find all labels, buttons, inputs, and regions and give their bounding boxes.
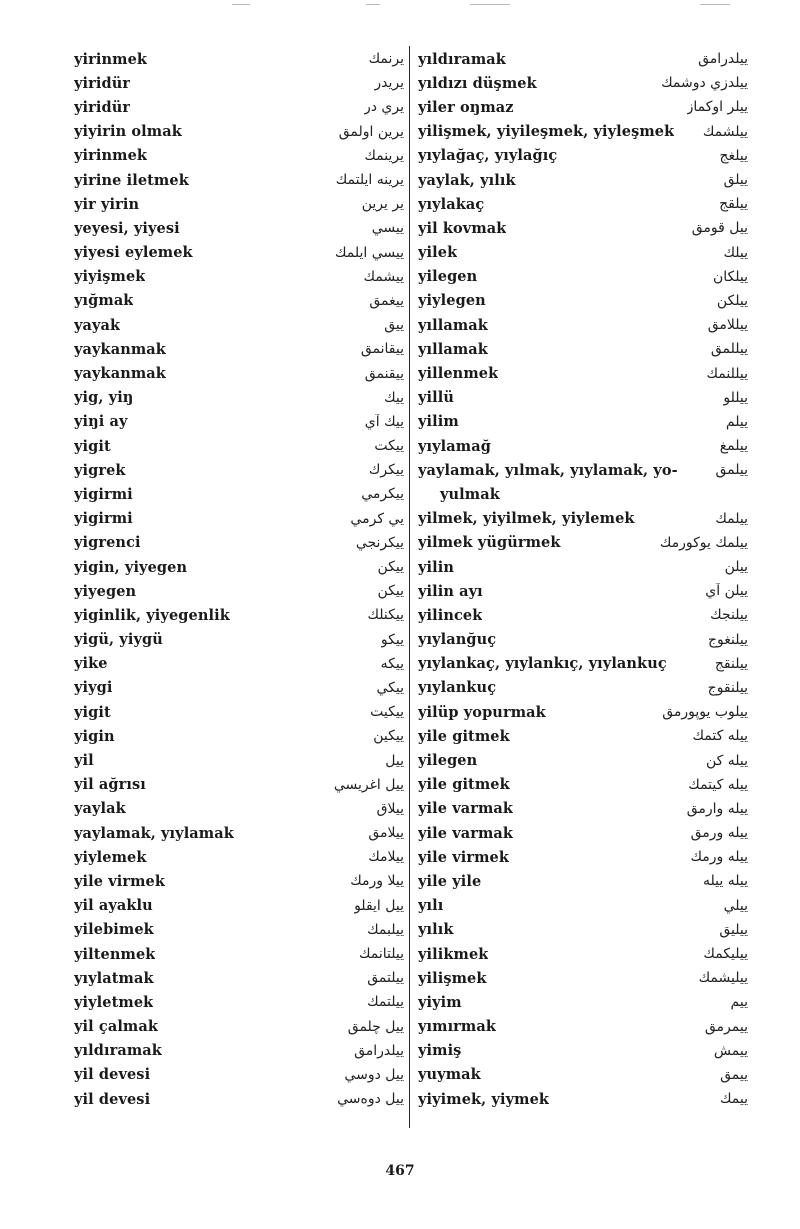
entry-arabic: ييلن آي [705, 583, 748, 600]
entry-latin: yirinmek [74, 50, 148, 68]
entry-arabic: ييمرمق [704, 1018, 748, 1035]
entry-arabic: ييلشمك [702, 123, 748, 140]
entry-latin: yayak [74, 316, 121, 334]
dictionary-entry [418, 894, 748, 918]
entry-arabic: ييليشمك [698, 970, 748, 987]
entry-latin: yilişmek [418, 969, 487, 987]
entry-latin: yıylankaç, yıylankıç, yıylankuç [418, 655, 667, 673]
dictionary-entry [74, 942, 404, 966]
dictionary-entry [418, 168, 748, 192]
scan-artifact [232, 4, 250, 5]
entry-latin: yilegen [418, 268, 478, 286]
entry-latin: yiyletmek [74, 993, 154, 1011]
entry-latin: yiyesi eylemek [74, 244, 193, 262]
dictionary-entry [74, 120, 404, 144]
entry-arabic: ييلي [723, 897, 748, 914]
entry-latin: yaylak [74, 800, 126, 818]
dictionary-entry [418, 652, 748, 676]
dictionary-entry [74, 869, 404, 893]
entry-latin: yile virmek [418, 848, 510, 866]
entry-arabic: ييلن [724, 559, 748, 576]
entry-arabic: ييكيت [370, 704, 404, 721]
entry-arabic: ييكرك [368, 462, 404, 479]
dictionary-entry [74, 289, 404, 313]
entry-latin: yigin [74, 727, 115, 745]
entry-latin: yıldıramak [74, 1042, 162, 1060]
entry-latin: yigirmi [74, 485, 133, 503]
entry-latin: yile yile [418, 872, 482, 890]
entry-latin: yillenmek [418, 365, 499, 383]
dictionary-entry [74, 748, 404, 772]
right-column [418, 47, 748, 1111]
entry-latin: yilebimek [74, 921, 154, 939]
dictionary-entry [418, 700, 748, 724]
entry-latin: yaylamak, yıylamak [74, 824, 234, 842]
entry-latin: yil [74, 752, 94, 770]
entry-arabic: ييكو [380, 631, 404, 648]
dictionary-entry [418, 289, 748, 313]
dictionary-entry [74, 1063, 404, 1087]
entry-arabic: ييلامق [368, 825, 404, 842]
entry-latin: yile varmak [418, 800, 514, 818]
entry-arabic: ييلبمك [367, 921, 404, 938]
dictionary-entry [74, 1039, 404, 1063]
dictionary-entry [418, 361, 748, 385]
entry-arabic: ييلتانمك [358, 946, 404, 963]
entry-arabic: ييمك [719, 1091, 748, 1108]
entry-arabic: ييكين [373, 728, 404, 745]
entry-arabic: ييسي [371, 220, 404, 237]
entry-arabic: ييله كيتمك [688, 776, 748, 793]
dictionary-entry [74, 773, 404, 797]
entry-latin: yirine iletmek [74, 171, 189, 189]
entry-latin: yıldızı düşmek [418, 74, 537, 92]
dictionary-entry [74, 95, 404, 119]
entry-arabic: ييلمك [715, 510, 748, 527]
entry-arabic: ييلمق [715, 462, 748, 479]
entry-arabic: ييل اغريسي [333, 776, 404, 793]
entry-arabic: ييله ييله [703, 873, 748, 890]
dictionary-entry [74, 410, 404, 434]
dictionary-entry [74, 555, 404, 579]
entry-latin: yaykanmak [74, 340, 166, 358]
dictionary-entry [418, 579, 748, 603]
entry-arabic: ييكه [380, 655, 404, 672]
dictionary-entry [74, 579, 404, 603]
dictionary-entry [418, 386, 748, 410]
dictionary-entry [74, 894, 404, 918]
dictionary-entry [418, 845, 748, 869]
entry-latin: yigrenci [74, 534, 141, 552]
entry-arabic: ييله كن [705, 752, 748, 769]
dictionary-entry [74, 458, 404, 482]
entry-latin: yil çalmak [74, 1018, 159, 1036]
entry-arabic: ييلوب يوپورمق [662, 704, 748, 721]
entry-arabic: يرينمك [364, 147, 404, 164]
dictionary-entry [74, 603, 404, 627]
entry-latin: yığmak [74, 292, 134, 310]
entry-latin: yile gitmek [418, 727, 510, 745]
entry-latin: yaylamak, yılmak, yıylamak, yo- [418, 461, 678, 479]
entry-arabic: ييكنلك [367, 607, 404, 624]
dictionary-entry [418, 95, 748, 119]
entry-latin: yilim [418, 413, 459, 431]
entry-latin: yiŋi ay [74, 413, 128, 431]
entry-latin: yıylanğuç [418, 631, 497, 649]
dictionary-entry [418, 71, 748, 95]
entry-latin: yilişmek, yiyileşmek, yiyleşmek [418, 123, 675, 141]
dictionary-entry [418, 337, 748, 361]
dictionary-entry [74, 966, 404, 990]
entry-arabic: ييقنمق [364, 365, 404, 382]
entry-arabic: ييلمك يوكورمك [659, 534, 748, 551]
dictionary-entry [74, 797, 404, 821]
entry-arabic: ييلنجك [710, 607, 748, 624]
dictionary-entry [418, 313, 748, 337]
dictionary-entry [74, 47, 404, 71]
entry-arabic: ييلنقج [714, 655, 748, 672]
dictionary-entry [74, 1015, 404, 1039]
entry-latin: yuymak [418, 1066, 481, 1084]
entry-arabic: يرين اولمق [338, 123, 404, 140]
entry-latin: yilin [418, 558, 454, 576]
dictionary-entry [418, 144, 748, 168]
entry-latin: yil devesi [74, 1090, 151, 1108]
entry-latin: yiginlik, yiyegenlik [74, 606, 230, 624]
entry-latin: yaykanmak [74, 365, 166, 383]
entry-arabic: ييلدرامق [354, 1042, 404, 1059]
entry-arabic: ييغمق [369, 292, 404, 309]
dictionary-entry [418, 966, 748, 990]
entry-arabic: ييك آي [364, 413, 404, 430]
entry-latin: yirinmek [74, 147, 148, 165]
dictionary-entry [418, 724, 748, 748]
column-divider [409, 46, 410, 1128]
entry-arabic: ييلق [723, 172, 748, 189]
entry-arabic: ييكت [374, 438, 404, 455]
entry-latin: yilmek yügürmek [418, 534, 561, 552]
entry-latin: yilegen [418, 752, 478, 770]
entry-latin: yıylakaç [418, 195, 485, 213]
entry-latin: yiyegen [74, 582, 137, 600]
entry-latin: yıylatmak [74, 969, 154, 987]
entry-arabic: يريدر [374, 75, 404, 92]
dictionary-entry [418, 869, 748, 893]
scan-artifact [366, 4, 380, 5]
entry-latin: yiltenmek [74, 945, 156, 963]
dictionary-entry [418, 192, 748, 216]
entry-arabic: ييليكمك [703, 946, 748, 963]
entry-latin: yigü, yiygü [74, 631, 163, 649]
entry-arabic: ييسي ايلمك [334, 244, 404, 261]
entry-arabic: يرنمك [368, 51, 404, 68]
entry-latin: yiylemek [74, 848, 147, 866]
entry-latin: yir yirin [74, 195, 140, 213]
entry-arabic: ييلنقوج [707, 679, 748, 696]
entry-latin: yıylağaç, yıylağıç [418, 147, 558, 165]
entry-latin: yıllamak [418, 316, 488, 334]
entry-arabic: ييله كتمك [692, 728, 748, 745]
entry-arabic: ييقانمق [360, 341, 404, 358]
entry-arabic: ييكن [377, 559, 404, 576]
dictionary-entry [418, 603, 748, 627]
entry-arabic: ييللنمك [706, 365, 748, 382]
dictionary-entry [418, 1063, 748, 1087]
entry-latin: yil ayaklu [74, 897, 153, 915]
entry-arabic: ييل چلمق [347, 1018, 404, 1035]
dictionary-entry [418, 821, 748, 845]
entry-latin: yiyirin olmak [74, 123, 182, 141]
entry-latin: yulmak [440, 485, 500, 503]
dictionary-entry [74, 71, 404, 95]
entry-latin: yillü [418, 389, 454, 407]
dictionary-entry [418, 555, 748, 579]
entry-arabic: ييق [384, 317, 404, 334]
entry-arabic: ييلمغ [719, 438, 748, 455]
scan-artifact [470, 4, 510, 5]
entry-arabic: ييل [385, 752, 404, 769]
dictionary-entry [418, 1015, 748, 1039]
dictionary-entry [418, 628, 748, 652]
entry-arabic: ييلم [725, 413, 748, 430]
dictionary-entry [74, 845, 404, 869]
entry-latin: yıylamağ [418, 437, 491, 455]
entry-arabic: ييلدرامق [698, 51, 748, 68]
dictionary-entry [418, 676, 748, 700]
entry-latin: yılık [418, 921, 454, 939]
dictionary-entry [74, 531, 404, 555]
entry-arabic: ييم [730, 994, 748, 1011]
entry-latin: yig, yiŋ [74, 389, 134, 407]
entry-arabic: ييلنغوج [707, 631, 748, 648]
dictionary-entry [74, 676, 404, 700]
dictionary-entry [74, 265, 404, 289]
dictionary-entry [418, 1087, 748, 1111]
entry-latin: yıllamak [418, 340, 488, 358]
entry-arabic: ييمش [713, 1042, 748, 1059]
entry-arabic: ييلدزي دوشمك [661, 75, 748, 92]
entry-latin: yilek [418, 244, 458, 262]
dictionary-entry [418, 773, 748, 797]
dictionary-entry [74, 918, 404, 942]
entry-latin: yiler oŋmaz [418, 98, 514, 116]
dictionary-entry [418, 748, 748, 772]
entry-latin: yimiş [418, 1042, 462, 1060]
entry-arabic: ييله ورمك [690, 849, 748, 866]
entry-arabic: ييكرمي [361, 486, 404, 503]
entry-arabic: ييلتمق [367, 970, 404, 987]
entry-arabic: ييشمك [363, 268, 404, 285]
dictionary-entry [418, 458, 748, 482]
dictionary-entry [418, 241, 748, 265]
dictionary-entry [418, 265, 748, 289]
entry-latin: yile virmek [74, 872, 166, 890]
entry-latin: yil kovmak [418, 219, 507, 237]
dictionary-entry [74, 168, 404, 192]
entry-arabic: ييلك [723, 244, 748, 261]
entry-arabic: يرينه ايلتمك [335, 172, 404, 189]
entry-latin: yigirmi [74, 510, 133, 528]
entry-latin: yilüp yopurmak [418, 703, 546, 721]
dictionary-entry [418, 797, 748, 821]
entry-latin: yiridür [74, 98, 131, 116]
dictionary-entry [74, 990, 404, 1014]
entry-arabic: ير يرين [361, 196, 404, 213]
entry-arabic: ييلامك [368, 849, 404, 866]
entry-arabic: ييللمق [710, 341, 748, 358]
dictionary-entry [74, 386, 404, 410]
entry-arabic: ييك [384, 389, 404, 406]
dictionary-entry [418, 216, 748, 240]
entry-latin: yımırmak [418, 1018, 497, 1036]
entry-latin: yike [74, 655, 108, 673]
entry-latin: yilmek, yiyilmek, yiylemek [418, 510, 635, 528]
dictionary-entry [418, 482, 748, 506]
entry-latin: yiyişmek [74, 268, 146, 286]
dictionary-entry [418, 507, 748, 531]
entry-arabic: يري در [363, 99, 404, 116]
entry-arabic: ييلكن [716, 292, 748, 309]
entry-arabic: ييلتمك [367, 994, 404, 1011]
dictionary-entry [418, 918, 748, 942]
entry-arabic: ييكرنجي [355, 534, 404, 551]
entry-arabic: ييلقج [719, 196, 748, 213]
dictionary-entry [74, 652, 404, 676]
entry-latin: yilikmek [418, 945, 489, 963]
entry-latin: yiygi [74, 679, 113, 697]
left-column [74, 47, 404, 1111]
dictionary-entry [74, 628, 404, 652]
dictionary-entry [74, 144, 404, 168]
entry-arabic: ييل ايقلو [354, 897, 404, 914]
entry-latin: yiyim [418, 993, 462, 1011]
entry-latin: yaylak, yılık [418, 171, 516, 189]
entry-latin: yıldıramak [418, 50, 506, 68]
dictionary-entry [74, 1087, 404, 1111]
entry-arabic: ييلر اوكماز [686, 99, 748, 116]
entry-latin: yiyimek, yiymek [418, 1090, 550, 1108]
dictionary-entry [74, 724, 404, 748]
dictionary-entry [418, 434, 748, 458]
dictionary-entry [74, 361, 404, 385]
dictionary-entry [418, 531, 748, 555]
dictionary-entry [74, 482, 404, 506]
entry-arabic: ييكي [376, 679, 404, 696]
entry-arabic: ييمق [720, 1066, 748, 1083]
dictionary-entry [74, 313, 404, 337]
entry-arabic: ييله وارمق [686, 800, 748, 817]
entry-latin: yeyesi, yiyesi [74, 219, 180, 237]
entry-arabic: ييكن [377, 583, 404, 600]
entry-arabic: ييل قومق [691, 220, 748, 237]
entry-arabic: ييللامق [707, 317, 748, 334]
entry-latin: yıylankuç [418, 679, 497, 697]
dictionary-entry [418, 47, 748, 71]
entry-latin: yil ağrısı [74, 776, 146, 794]
entry-latin: yile varmak [418, 824, 514, 842]
dictionary-entry [418, 942, 748, 966]
entry-arabic: ييله ورمق [690, 825, 748, 842]
dictionary-entry [74, 192, 404, 216]
page-number: 467 [385, 1163, 415, 1179]
entry-latin: yigrek [74, 461, 126, 479]
entry-latin: yile gitmek [418, 776, 510, 794]
entry-latin: yigit [74, 703, 111, 721]
dictionary-entry [418, 410, 748, 434]
entry-latin: yilincek [418, 606, 483, 624]
dictionary-entry [418, 1039, 748, 1063]
dictionary-entry [74, 216, 404, 240]
entry-arabic: يي كرمي [350, 510, 404, 527]
entry-latin: yılı [418, 897, 444, 915]
dictionary-entry [418, 120, 748, 144]
entry-latin: yigin, yiyegen [74, 558, 188, 576]
entry-latin: yiridür [74, 74, 131, 92]
entry-arabic: ييلا ورمك [350, 873, 404, 890]
dictionary-entry [74, 434, 404, 458]
entry-latin: yil devesi [74, 1066, 151, 1084]
entry-latin: yiylegen [418, 292, 486, 310]
entry-arabic: ييلاق [376, 800, 404, 817]
entry-latin: yigit [74, 437, 111, 455]
entry-arabic: ييلغج [719, 147, 748, 164]
entry-arabic: ييلكان [712, 268, 748, 285]
dictionary-entry [418, 990, 748, 1014]
dictionary-entry [74, 507, 404, 531]
dictionary-entry [74, 700, 404, 724]
dictionary-entry [74, 821, 404, 845]
entry-latin: yilin ayı [418, 582, 483, 600]
entry-arabic: ييل دوسي [344, 1066, 404, 1083]
dictionary-entry [74, 241, 404, 265]
entry-arabic: ييللو [723, 389, 748, 406]
entry-arabic: ييليق [719, 921, 748, 938]
scan-artifact [700, 4, 730, 5]
entry-arabic: ييل دوەسي [337, 1091, 404, 1108]
dictionary-entry [74, 337, 404, 361]
